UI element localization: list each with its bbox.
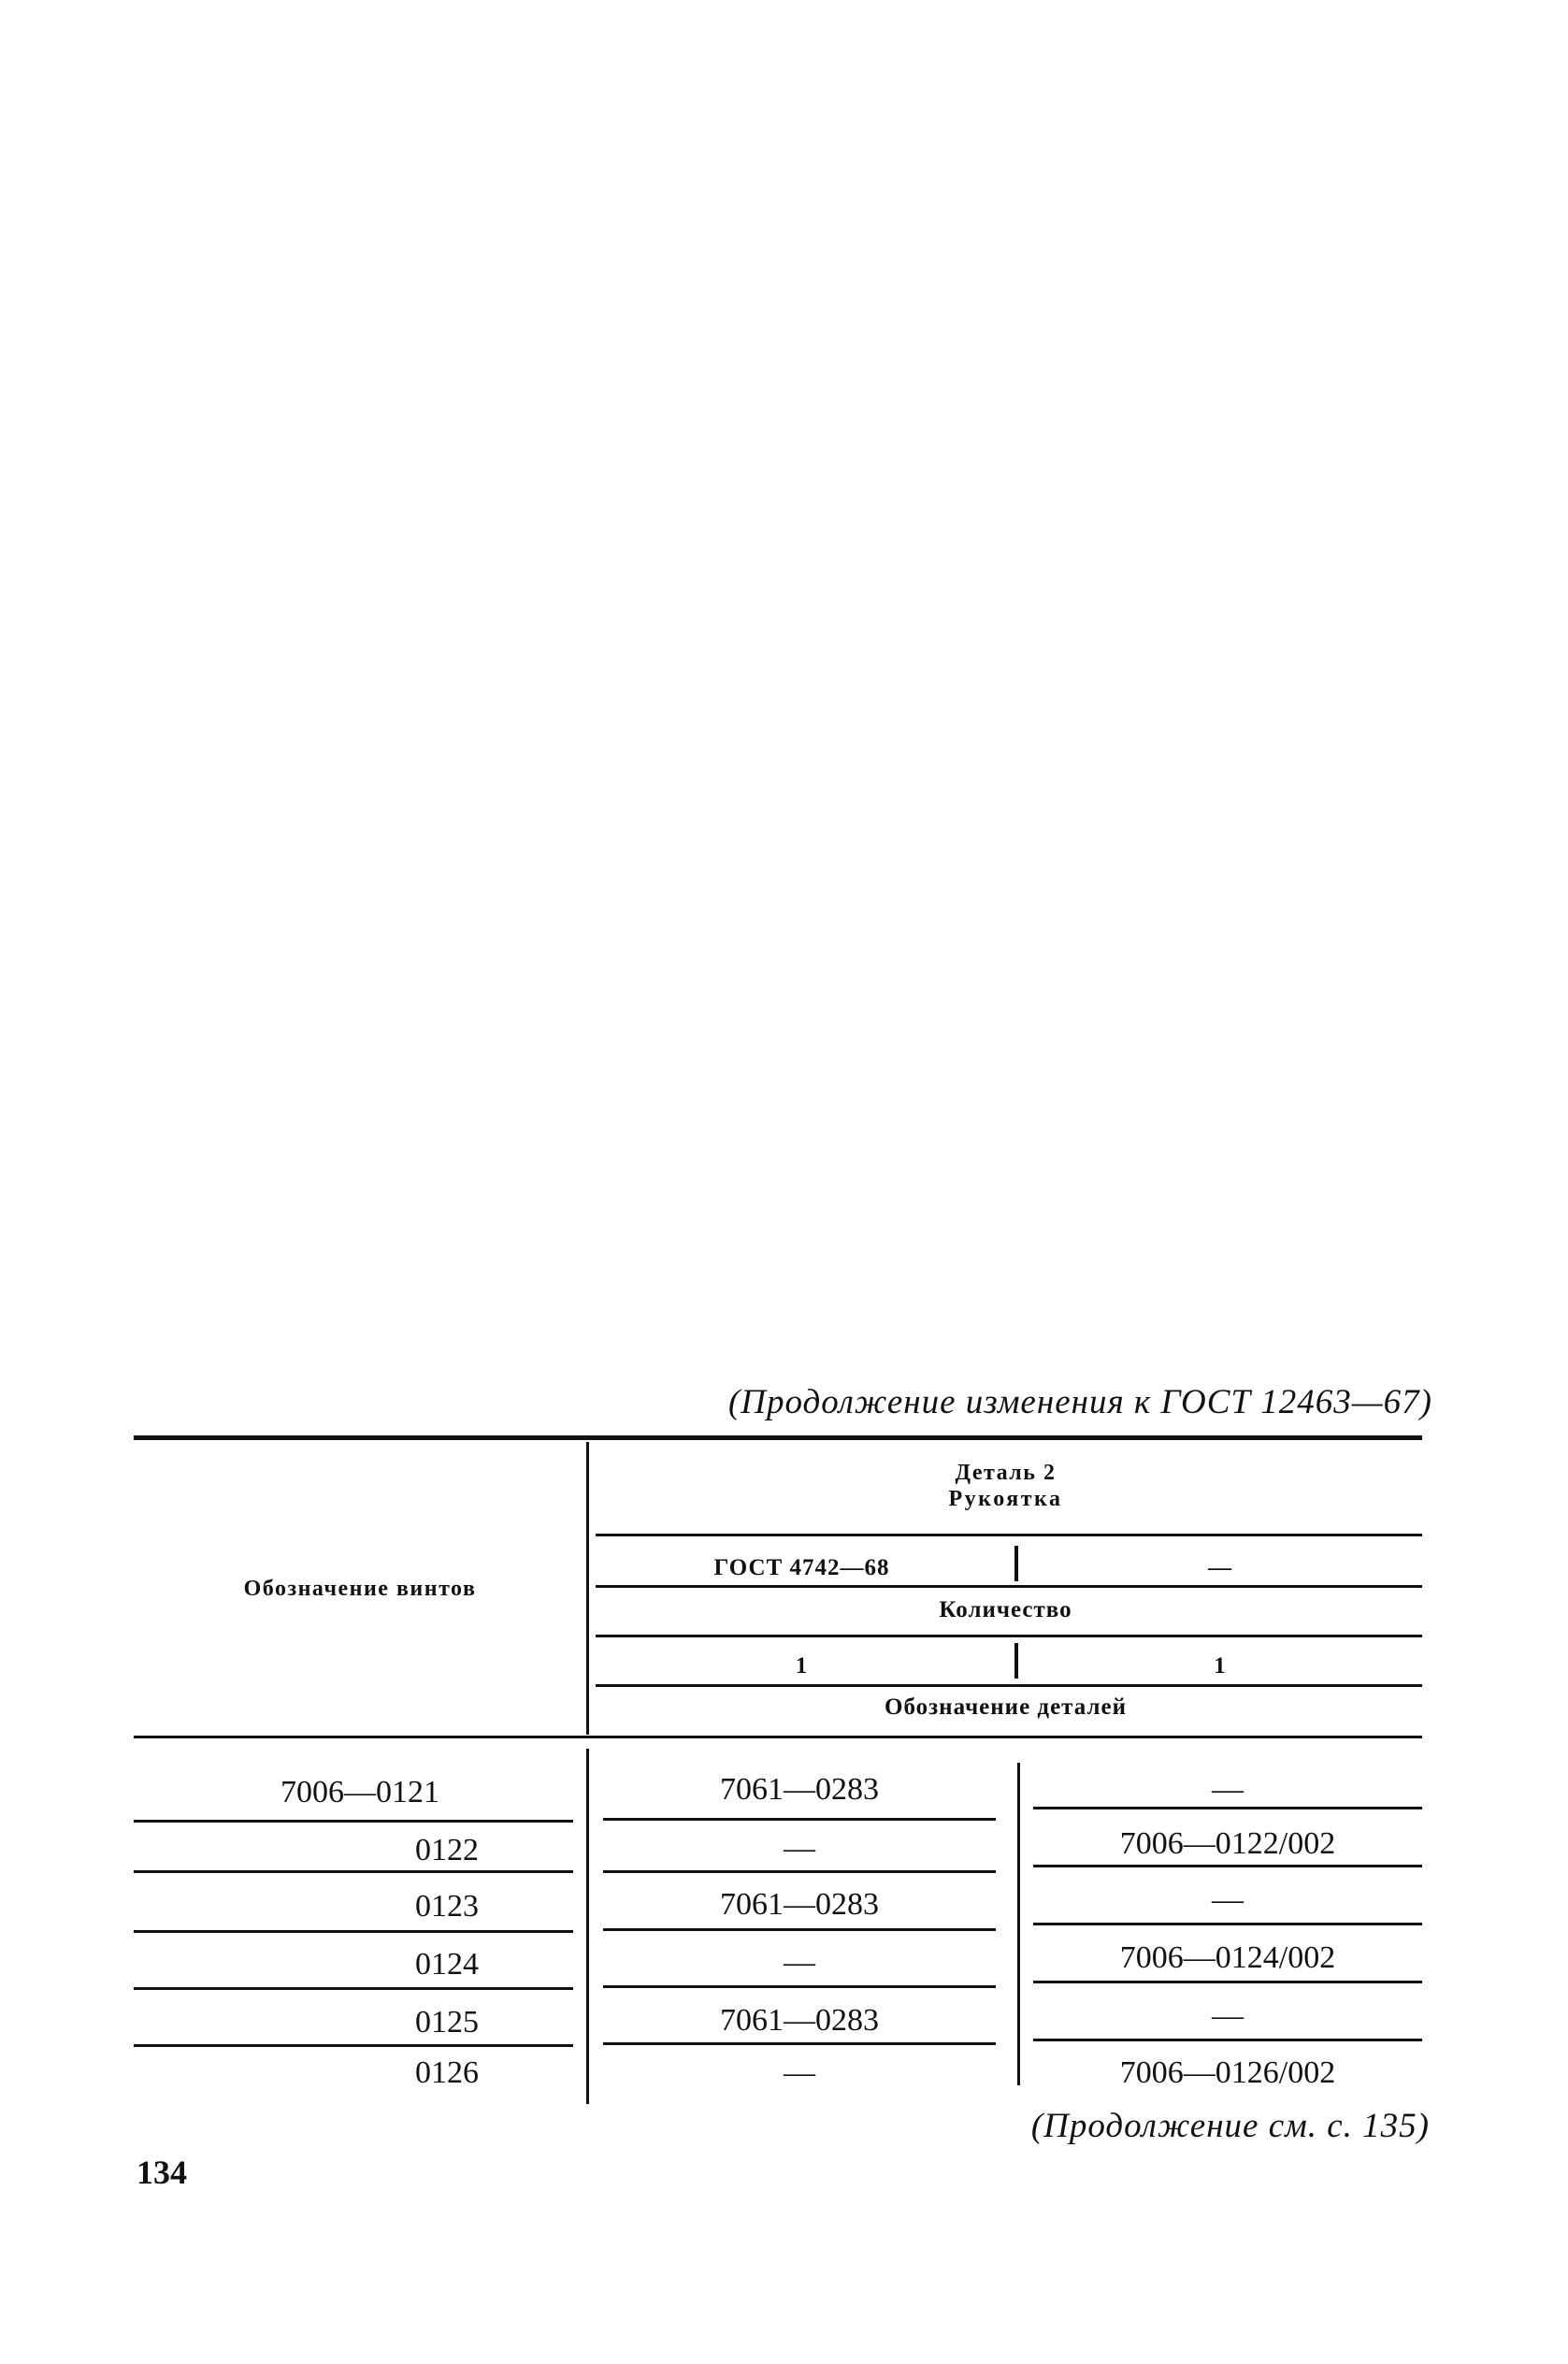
row-2-rule-right bbox=[1033, 1865, 1422, 1867]
row-1-left: 7061—0283 bbox=[720, 1772, 879, 1807]
parts-label: Обозначение деталей bbox=[885, 1694, 1127, 1720]
std-right: — bbox=[1208, 1555, 1232, 1580]
row-4-rule-left bbox=[603, 1985, 996, 1988]
row-3-rule-right bbox=[1033, 1923, 1422, 1925]
qty-left: 1 bbox=[795, 1653, 809, 1679]
row-5-rule-screw bbox=[134, 2044, 573, 2047]
row-3-rule-screw bbox=[134, 1930, 573, 1933]
row-6-left: — bbox=[784, 2055, 815, 2090]
std-left: ГОСТ 4742—68 bbox=[713, 1555, 890, 1580]
row-1-rule-screw bbox=[134, 1820, 573, 1823]
continuation-caption: (Продолжение изменения к ГОСТ 12463—67) bbox=[727, 1383, 1432, 1421]
header-rule-2 bbox=[596, 1585, 1422, 1588]
header-rule-3 bbox=[596, 1635, 1422, 1637]
row-2-left: — bbox=[784, 1831, 815, 1866]
row-2-right: 7006—0122/002 bbox=[1119, 1826, 1336, 1861]
row-4-right: 7006—0124/002 bbox=[1119, 1940, 1336, 1975]
header-rule-4 bbox=[596, 1684, 1422, 1687]
row-5-screw: 0125 bbox=[415, 2005, 479, 2040]
row-5-right: — bbox=[1212, 1998, 1244, 2033]
row-2-rule-screw bbox=[134, 1870, 573, 1873]
row-4-left: — bbox=[784, 1945, 815, 1980]
row-5-left: 7061—0283 bbox=[720, 2003, 879, 2038]
row-1-right: — bbox=[1212, 1772, 1244, 1807]
group-header-part: Деталь 2 bbox=[955, 1461, 1057, 1485]
row-3-left: 7061—0283 bbox=[720, 1887, 879, 1922]
row-1-screw: 7006—0121 bbox=[281, 1775, 439, 1809]
row-6-right: 7006—0126/002 bbox=[1119, 2055, 1336, 2090]
qty-right: 1 bbox=[1214, 1653, 1227, 1679]
row-2-screw: 0122 bbox=[415, 1833, 479, 1867]
row-4-rule-screw bbox=[134, 1987, 573, 1990]
header-rule-1 bbox=[596, 1534, 1422, 1536]
row-4-screw: 0124 bbox=[415, 1947, 479, 1982]
row-3-screw: 0123 bbox=[415, 1889, 479, 1924]
row-4-rule-right bbox=[1033, 1981, 1422, 1983]
row-2-rule-left bbox=[603, 1870, 996, 1873]
body-divider-1 bbox=[586, 1749, 589, 2104]
footer-caption: (Продолжение см. с. 135) bbox=[1030, 2107, 1430, 2145]
col-header-screws: Обозначение винтов bbox=[243, 1577, 477, 1601]
body-divider-2 bbox=[1017, 1763, 1020, 2085]
row-3-rule-left bbox=[603, 1928, 996, 1931]
row-6-screw: 0126 bbox=[415, 2055, 479, 2090]
row-1-rule-right bbox=[1033, 1807, 1422, 1809]
row-5-rule-left bbox=[603, 2042, 996, 2045]
header-bottom-rule bbox=[134, 1736, 1422, 1738]
table-top-rule bbox=[134, 1435, 1422, 1440]
group-header-handle: Рукоятка bbox=[948, 1487, 1063, 1511]
row-1-rule-left bbox=[603, 1818, 996, 1821]
page-number: 134 bbox=[137, 2154, 187, 2191]
row-3-right: — bbox=[1212, 1882, 1244, 1917]
quantity-label: Количество bbox=[939, 1597, 1072, 1622]
row-5-rule-right bbox=[1033, 2039, 1422, 2041]
